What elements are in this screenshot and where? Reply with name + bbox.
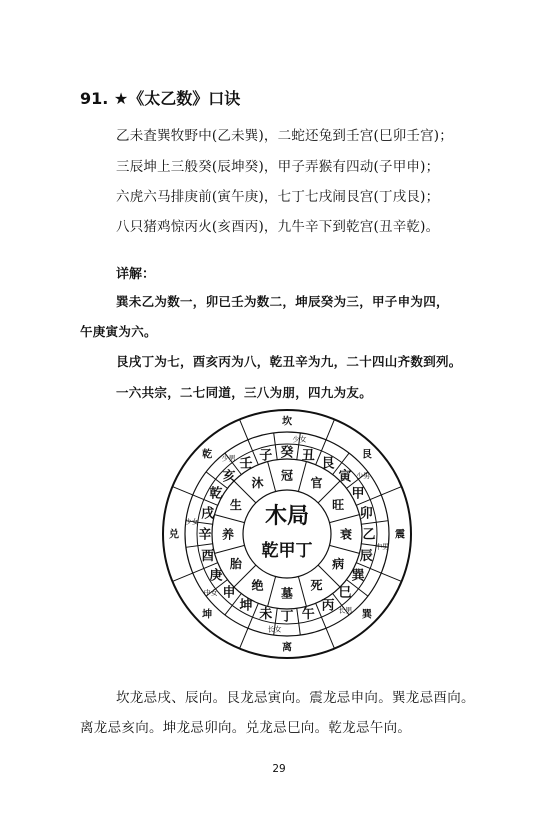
mountain-label: 甲 [351,485,365,501]
mountain-label: 午 [301,605,315,621]
stage-label: 官 [310,476,323,491]
stage-label: 生 [229,497,242,512]
mountain-label: 寅 [338,468,352,484]
center-title: 木局 [264,503,310,528]
verse-line: 乙未査巽牧野中(乙未巽)，二蛇还兔到壬宫(巳卯壬宫)； [116,128,453,144]
trigram-label: 兑 [169,529,179,541]
explanation-title: 详解： [116,267,156,282]
ring-tag-label: 长女 [267,626,282,634]
ring-tag-label: 中女 [203,590,218,597]
center-subtitle: 乾甲丁 [261,541,313,560]
trigram-label: 巽 [361,609,372,621]
mountain-label: 戌 [201,505,215,521]
ring-divider [240,419,248,439]
ring-divider [172,573,192,581]
ring-divider [186,544,213,548]
mountain-label: 艮 [321,455,335,471]
mountain-label: 卯 [359,505,373,521]
footer-line: 坎龙忌戌、辰向。艮龙忌寅向。震龙忌申向。巽龙忌酉向。 [116,690,475,706]
mountain-label: 坤 [239,597,253,613]
ring-divider [215,515,245,523]
mountain-label: 巽 [351,567,365,583]
mountain-label: 辰 [359,547,373,563]
explanation-line: 巽未乙为数一，卯已壬为数二，坤辰癸为三，甲子申为四， [116,294,449,309]
stage-label: 沐 [251,476,264,491]
ring-divider [215,545,245,553]
ring-divider [172,487,192,495]
verse-line: 三辰坤上三般癸(辰坤癸)，甲子弄猴有四动(子甲申)； [116,159,440,175]
mountain-label: 未 [259,605,273,621]
ring-tag-label: 少女 [292,436,307,444]
ring-tag-label: 长男 [338,607,353,615]
trigram-label: 艮 [361,449,372,461]
ring-tag-label: 少男 [356,473,371,481]
explanation-line: 午庚寅为六。 [80,324,157,339]
explanation-line: 艮戌丁为七，酉亥丙为八，乾丑辛为九，二十四山齐数到列。 [116,354,462,369]
verse-line: 八只猪鸡惊丙火(亥酉丙)，九牛辛下到乾宫(丑辛乾)。 [116,219,440,235]
ring-divider [274,433,278,460]
mountain-label: 子 [259,447,273,463]
trigram-label: 离 [282,642,292,654]
footer-line: 离龙忌亥向。坤龙忌卯向。兑龙忌巳向。乾龙忌午向。 [80,720,412,736]
mountain-label: 丁 [280,608,294,624]
ring-tag-label: 少女 [184,519,199,526]
mountain-label: 申 [222,584,236,600]
mountain-label: 癸 [280,444,294,460]
ring-divider [326,628,334,648]
stage-label: 旺 [332,497,345,512]
mountain-label: 丙 [321,597,335,613]
ring-divider [326,419,334,439]
ring-divider [381,573,401,581]
stage-label: 病 [332,556,345,571]
mountain-label: 亥 [222,468,236,484]
stage-label: 墓 [280,586,294,601]
ring-divider [298,577,306,607]
trigram-label: 乾 [202,449,213,461]
trigram-label: 震 [395,529,405,541]
ring-divider [330,545,360,553]
ring-divider [268,577,276,607]
trigram-label: 坎 [282,416,292,428]
section-heading: 91. ★《太乙数》口诀 [80,89,241,108]
stage-label: 衰 [339,527,353,542]
stage-label: 冠 [280,468,294,483]
ring-divider [297,608,301,635]
trigram-label: 坤 [202,609,213,621]
ring-divider [298,462,306,492]
ring-tag-label: 中男 [375,544,390,552]
ring-tag-label: 少男 [221,455,236,463]
stage-label: 胎 [229,556,242,571]
ring-divider [268,462,276,492]
mountain-label: 庚 [209,567,223,583]
mountain-label: 辛 [198,526,212,542]
mountain-label: 酉 [201,547,215,563]
verse-line: 六虎六马排庚前(寅午庚)，七丁七戌闹艮宫(丁戌艮)； [116,189,440,205]
ring-divider [240,628,248,648]
ring-divider [330,515,360,523]
page-number: 29 [272,763,286,775]
explanation-line: 一六共宗，二七同道，三八为朋，四九为友。 [116,385,373,400]
mountain-label: 乙 [362,526,376,542]
ring-divider [361,521,388,525]
stage-label: 养 [221,527,235,542]
mountain-label: 巳 [338,584,352,600]
stage-label: 死 [310,578,323,593]
ring-divider [381,487,401,495]
mountain-label: 壬 [239,455,253,471]
mountain-label: 乾 [209,485,223,501]
mountain-label: 丑 [301,447,315,463]
stage-label: 绝 [251,578,264,593]
